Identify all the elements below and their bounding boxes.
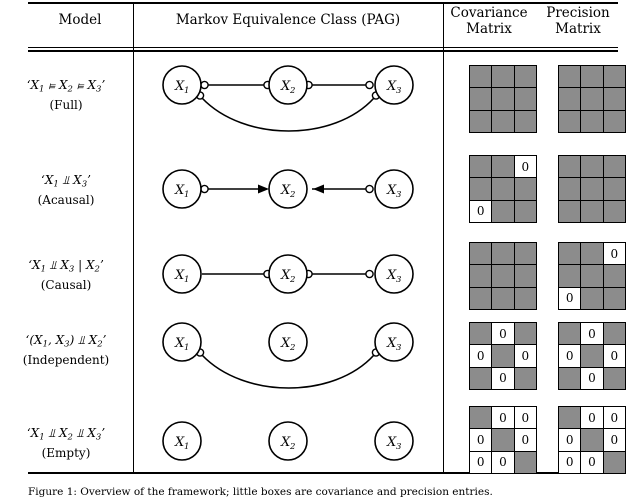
node-label-x3: X: [387, 268, 397, 283]
covariance-matrix-causal: [469, 242, 537, 310]
node-label-x1: X: [175, 268, 185, 283]
matrix-cell: [515, 201, 536, 222]
covariance-matrix-empty: [469, 406, 537, 474]
header-graph: [137, 12, 439, 28]
precision-matrix-independent: [558, 322, 626, 390]
node-label-x3: X: [387, 183, 397, 198]
matrix-cell: [559, 368, 580, 389]
model-sublabel-full: (Full): [49, 98, 83, 113]
precision-matrix-full: [558, 65, 626, 133]
rule-header-thick: [28, 50, 618, 52]
matrix-cell: [559, 201, 580, 222]
model-label-full: ‘$X_1$ ⫢ $X_2$ ⫢ $X_3$’: [26, 78, 106, 95]
matrix-cell: [470, 288, 491, 309]
matrix-cell: [559, 243, 580, 264]
pag-graph-acausal: [134, 160, 442, 222]
header-model: [30, 12, 130, 28]
matrix-cell-zero: 0: [581, 368, 602, 389]
matrix-cell: [604, 111, 625, 132]
matrix-cell-zero: 0: [492, 368, 513, 389]
matrix-cell: [604, 368, 625, 389]
node-sub-x3: 3: [396, 343, 402, 353]
matrix-cell: [470, 368, 491, 389]
node-sub-x2: 2: [290, 343, 296, 353]
matrix-cell-zero: 0: [515, 156, 536, 177]
matrix-cell: [581, 88, 602, 109]
matrix-cell: [604, 201, 625, 222]
matrix-cell: [604, 452, 625, 473]
header-graph-label: Markov Equivalence Class (PAG): [175, 12, 401, 28]
model-cell-independent: [2, 332, 130, 368]
matrix-cell: [492, 429, 513, 450]
node-sub-x3: 3: [396, 442, 402, 452]
header-model-label: Model: [58, 12, 102, 28]
pag-graph-full: [134, 56, 442, 144]
matrix-cell-zero: 0: [515, 429, 536, 450]
matrix-cell: [492, 178, 513, 199]
matrix-cell: [470, 323, 491, 344]
matrix-cell: [581, 243, 602, 264]
node-sub-x2: 2: [290, 275, 296, 285]
matrix-cell-zero: 0: [470, 345, 491, 366]
matrix-cell: [559, 88, 580, 109]
matrix-cell-zero: 0: [559, 288, 580, 309]
matrix-cell-zero: 0: [470, 429, 491, 450]
matrix-cell: [559, 407, 580, 428]
model-cell-empty: [2, 425, 130, 461]
matrix-cell-zero: 0: [581, 323, 602, 344]
node-sub-x2: 2: [290, 442, 296, 452]
node-label-x3: X: [387, 336, 397, 351]
matrix-cell-zero: 0: [604, 345, 625, 366]
matrix-cell: [470, 178, 491, 199]
matrix-cell: [604, 88, 625, 109]
model-cell-causal: [2, 257, 130, 293]
node-label-x1: X: [175, 183, 185, 198]
matrix-cell: [492, 88, 513, 109]
matrix-cell: [604, 323, 625, 344]
matrix-cell: [515, 66, 536, 87]
node-label-x1: X: [175, 336, 185, 351]
node-sub-x3: 3: [396, 190, 402, 200]
matrix-cell: [470, 88, 491, 109]
node-label-x2: X: [281, 435, 291, 450]
matrix-cell: [581, 178, 602, 199]
node-label-x3: X: [387, 435, 397, 450]
node-sub-x1: 1: [184, 190, 190, 200]
pag-graph-causal: [134, 245, 442, 307]
matrix-cell-zero: 0: [559, 452, 580, 473]
matrix-cell-zero: 0: [515, 407, 536, 428]
matrix-cell: [515, 288, 536, 309]
covariance-matrix-independent: [469, 322, 537, 390]
precision-matrix-empty: [558, 406, 626, 474]
model-sublabel-causal: (Causal): [40, 278, 92, 293]
node-sub-x2: 2: [290, 190, 296, 200]
matrix-cell-zero: 0: [581, 452, 602, 473]
matrix-cell: [470, 243, 491, 264]
matrix-cell-zero: 0: [604, 429, 625, 450]
matrix-cell: [470, 156, 491, 177]
model-cell-acausal: [2, 172, 130, 208]
matrix-cell-zero: 0: [492, 407, 513, 428]
node-sub-x1: 1: [184, 343, 190, 353]
matrix-cell: [470, 66, 491, 87]
matrix-cell: [581, 201, 602, 222]
covariance-matrix-acausal: [469, 155, 537, 223]
header-covariance-line1: Covariance: [450, 5, 528, 21]
node-sub-x2: 2: [290, 86, 296, 96]
model-sublabel-acausal: (Acausal): [37, 193, 95, 208]
model-label-acausal: ‘$X_1$ ⫫ $X_3$’: [41, 173, 91, 190]
matrix-cell: [604, 265, 625, 286]
matrix-cell-zero: 0: [492, 323, 513, 344]
model-label-independent: ‘($X_1$, $X_3$) ⫫ $X_2$’: [25, 333, 107, 350]
header-covariance-line2: Matrix: [466, 21, 512, 37]
pag-graph-independent: [134, 313, 442, 399]
model-label-empty: ‘$X_1$ ⫫ $X_2$ ⫫ $X_3$’: [26, 426, 106, 443]
matrix-cell: [515, 111, 536, 132]
matrix-cell: [492, 345, 513, 366]
node-label-x2: X: [281, 336, 291, 351]
matrix-cell: [581, 66, 602, 87]
matrix-cell-zero: 0: [604, 243, 625, 264]
matrix-cell: [604, 288, 625, 309]
matrix-cell: [515, 452, 536, 473]
matrix-cell: [581, 345, 602, 366]
node-label-x3: X: [387, 79, 397, 94]
matrix-cell: [470, 407, 491, 428]
header-precision-line1: Precision: [546, 5, 610, 21]
matrix-cell: [515, 88, 536, 109]
matrix-cell: [492, 111, 513, 132]
model-sublabel-independent: (Independent): [22, 353, 110, 368]
matrix-cell: [581, 111, 602, 132]
precision-matrix-acausal: [558, 155, 626, 223]
matrix-cell-zero: 0: [559, 345, 580, 366]
matrix-cell-zero: 0: [559, 429, 580, 450]
matrix-cell: [559, 66, 580, 87]
matrix-cell: [515, 243, 536, 264]
rule-col-graph: [443, 2, 444, 472]
covariance-matrix-full: [469, 65, 537, 133]
matrix-cell: [581, 429, 602, 450]
matrix-cell-zero: 0: [604, 407, 625, 428]
model-label-causal: ‘$X_1$ ⫫ $X_3$ | $X_2$’: [28, 258, 104, 275]
precision-matrix-causal: [558, 242, 626, 310]
node-label-x1: X: [175, 435, 185, 450]
node-sub-x3: 3: [396, 275, 402, 285]
matrix-cell: [470, 111, 491, 132]
node-label-x2: X: [281, 183, 291, 198]
node-sub-x1: 1: [184, 86, 190, 96]
node-sub-x3: 3: [396, 86, 402, 96]
node-sub-x1: 1: [184, 275, 190, 285]
matrix-cell: [492, 265, 513, 286]
matrix-cell: [559, 156, 580, 177]
matrix-cell: [559, 265, 580, 286]
rule-header: [28, 47, 618, 48]
node-label-x2: X: [281, 268, 291, 283]
matrix-cell: [515, 368, 536, 389]
node-label-x1: X: [175, 79, 185, 94]
node-label-x2: X: [281, 79, 291, 94]
pag-graph-empty: [134, 412, 442, 470]
matrix-cell: [581, 288, 602, 309]
matrix-cell: [604, 66, 625, 87]
matrix-cell: [604, 156, 625, 177]
rule-top: [28, 2, 618, 4]
matrix-cell-zero: 0: [470, 452, 491, 473]
matrix-cell: [559, 178, 580, 199]
matrix-cell: [515, 265, 536, 286]
matrix-cell: [559, 111, 580, 132]
matrix-cell: [492, 201, 513, 222]
model-sublabel-empty: (Empty): [41, 446, 91, 461]
matrix-cell: [515, 323, 536, 344]
header-precision-line2: Matrix: [555, 21, 601, 37]
node-sub-x1: 1: [184, 442, 190, 452]
model-cell-full: [2, 77, 130, 113]
matrix-cell: [492, 66, 513, 87]
matrix-cell-zero: 0: [492, 452, 513, 473]
header-covariance: [447, 5, 531, 37]
header-precision: [536, 5, 620, 37]
matrix-cell: [559, 323, 580, 344]
matrix-cell: [492, 288, 513, 309]
matrix-cell: [492, 156, 513, 177]
matrix-cell-zero: 0: [515, 345, 536, 366]
matrix-cell-zero: 0: [470, 201, 491, 222]
matrix-cell-zero: 0: [581, 407, 602, 428]
matrix-cell: [581, 265, 602, 286]
matrix-cell: [470, 265, 491, 286]
matrix-cell: [604, 178, 625, 199]
figure-caption: Figure 1: Overview of the framework; little boxes are covariance and precision entries.: [28, 486, 493, 498]
matrix-cell: [581, 156, 602, 177]
matrix-cell: [492, 243, 513, 264]
matrix-cell: [515, 178, 536, 199]
